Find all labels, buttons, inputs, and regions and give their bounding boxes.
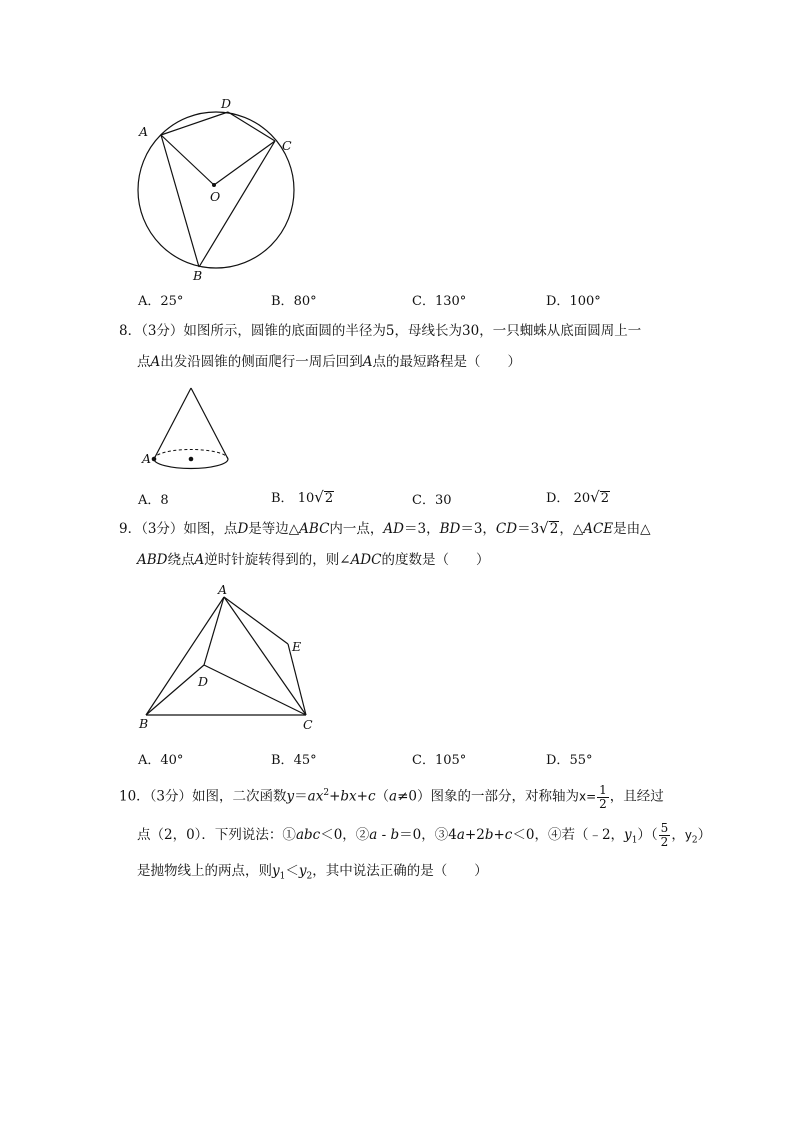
q9-segment-AD bbox=[204, 597, 224, 665]
q8-stem-line2: 点A出发沿圆锥的侧面爬行一周后回到A点的最短路程是（ ） bbox=[137, 354, 521, 370]
q10-stem-line2: 点（2，0）．下列说法：①abc＜0，②a - b＝0，③4a+2b+c＜0，④若（﹣2，$y_1$）（ $\frac{5}{2}$ ，$y_2$） bbox=[137, 821, 712, 849]
q7-option-a: A．25° bbox=[138, 294, 184, 309]
q7-option-c: C．130° bbox=[412, 294, 467, 309]
q9-segment-AE bbox=[224, 597, 288, 644]
q9-stem-line1: 9．（3分）如图，点D是等边△ABC内一点，AD＝3，BD＝3，CD＝3√2，△ACE是由△ bbox=[119, 519, 651, 537]
q9-segment-DC bbox=[204, 665, 306, 715]
q8-option-c: C．30 bbox=[412, 493, 452, 508]
q10-stem-line1: 10．（3分）如图，二次函数$y=ax^2+bx+c(a\ne 0)$图象的一部分，对称轴为x= $\frac{1}{2}$ ，且经过 bbox=[119, 782, 664, 811]
q7-label-C: C bbox=[282, 138, 292, 153]
q10-stem-line3: 是抛物线上的两点，则$y_1<y_2$，其中说法正确的是（ ） bbox=[137, 863, 488, 882]
q8-option-b: B． 10√2 bbox=[271, 488, 334, 506]
q7-option-b: B．80° bbox=[271, 294, 317, 309]
q9-segment-BD bbox=[146, 665, 204, 715]
q9-segment-EC bbox=[288, 644, 306, 715]
q9-option-c: C．105° bbox=[412, 753, 467, 768]
q7-label-D: D bbox=[221, 96, 232, 111]
q8-option-d: D． 20√2 bbox=[546, 488, 609, 506]
q9-label-E: E bbox=[292, 639, 302, 654]
q9-segment-AB bbox=[146, 597, 224, 715]
q9-label-B: B bbox=[139, 716, 149, 731]
q8-label-A: A bbox=[142, 451, 152, 466]
q9-option-a: A．40° bbox=[138, 753, 184, 768]
q10-fraction-five-halves: $\frac{5}{2}$ bbox=[660, 821, 669, 849]
q10-fraction-one-half: $\frac{1}{2}$ bbox=[599, 782, 607, 811]
q8-stem-line1: 8．（3分）如图所示，圆锥的底面圆的半径为5，母线长为30，一只蜘蛛从底面圆周上一 bbox=[119, 323, 642, 339]
q9-label-A: A bbox=[218, 582, 228, 597]
q7-label-B: B bbox=[193, 268, 203, 283]
q8-option-a: A．8 bbox=[138, 493, 169, 508]
q9-segment-AC bbox=[224, 597, 306, 715]
q9-stem-line2: ABD绕点A逆时针旋转得到的，则∠ADC的度数是（ ） bbox=[137, 552, 490, 568]
q7-option-d: D．100° bbox=[546, 294, 601, 309]
q9-option-b: B．45° bbox=[271, 753, 317, 768]
q9-label-C: C bbox=[303, 717, 313, 732]
q7-label-A: A bbox=[139, 124, 149, 139]
q9-label-D: D bbox=[198, 674, 209, 689]
q9-option-d: D．55° bbox=[546, 753, 593, 768]
q7-label-O: O bbox=[210, 189, 221, 204]
